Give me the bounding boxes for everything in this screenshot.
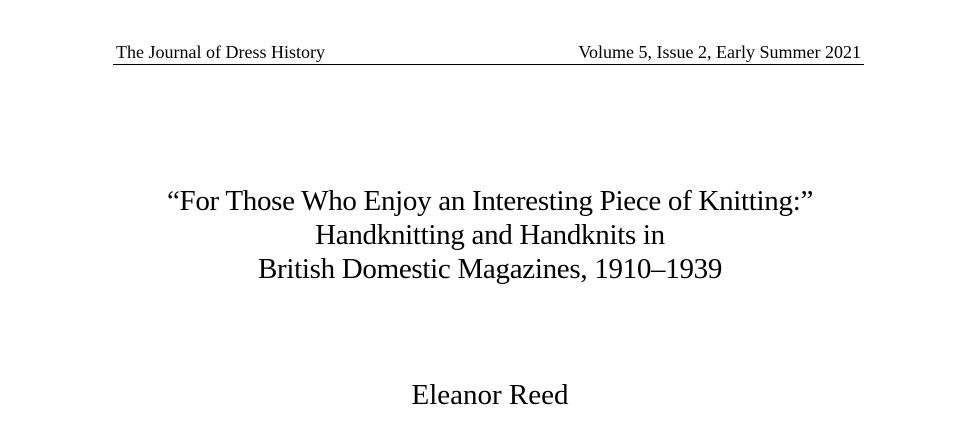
title-line-2: Handknitting and Handknits in [315, 219, 665, 251]
title-line-1: “For Those Who Enjoy an Interesting Piece of Knitting:” [166, 185, 814, 217]
title-line-3: British Domestic Magazines, 1910–1939 [257, 253, 723, 285]
article-title [0, 184, 980, 286]
issue-info: Volume 5, Issue 2, Early Summer 2021 [578, 42, 861, 62]
journal-name: The Journal of Dress History [116, 42, 325, 62]
author-name: Eleanor Reed [411, 379, 569, 411]
running-header [113, 40, 864, 65]
